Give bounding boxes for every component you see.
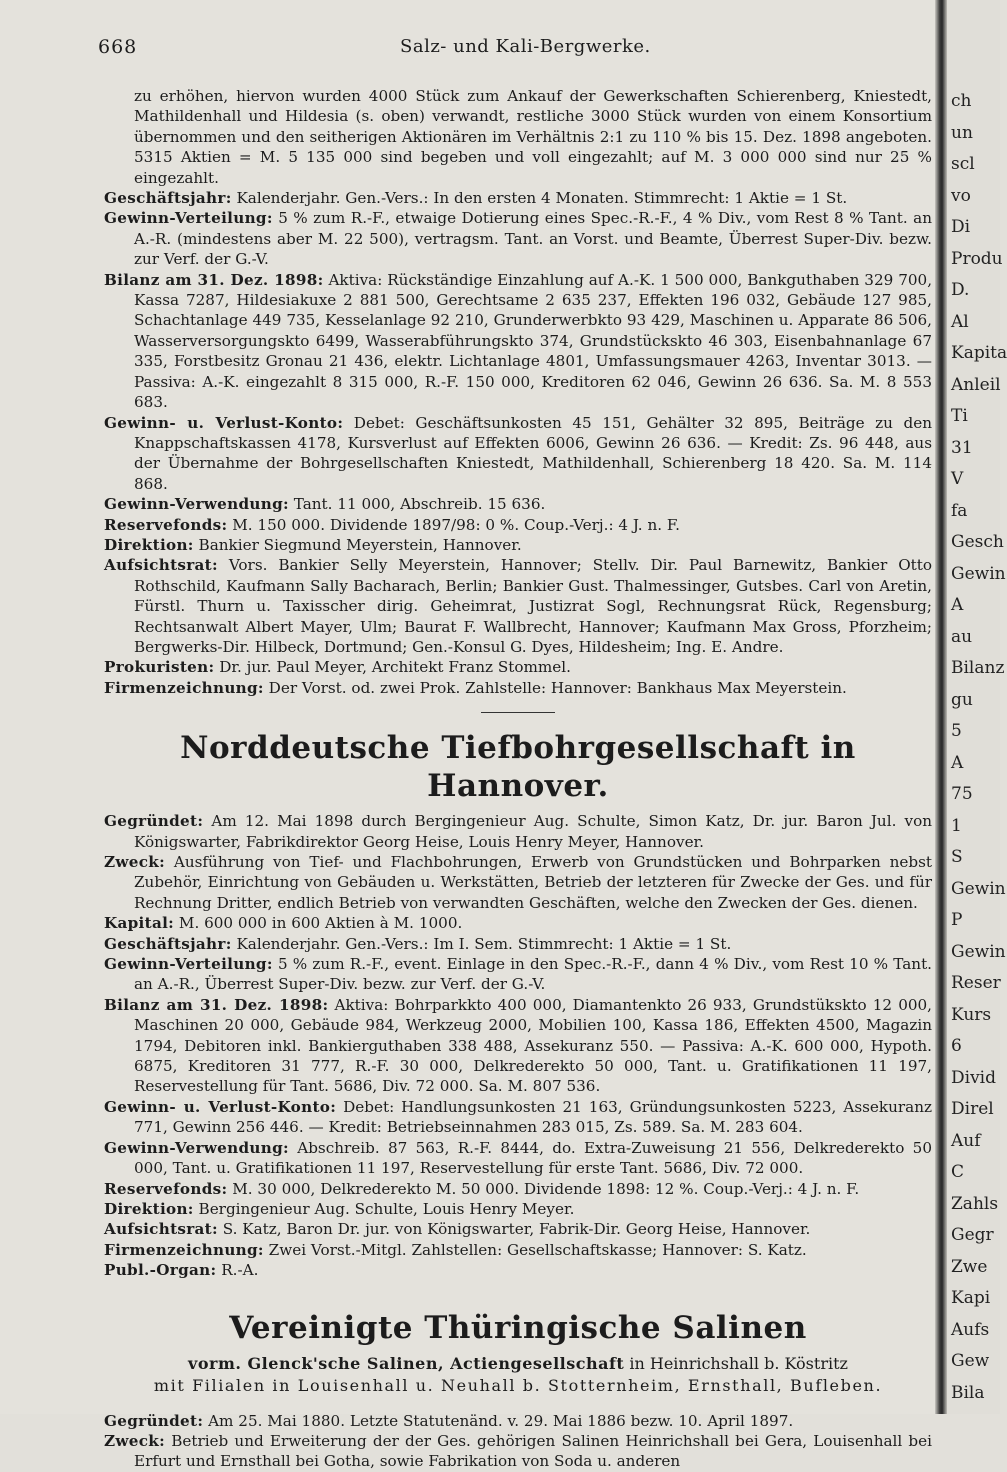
- entry-text: Kalenderjahr. Gen.-Vers.: Im I. Sem. Stimmrecht: 1 Aktie = 1 St.: [236, 934, 732, 953]
- adjacent-page-text: un: [951, 122, 973, 143]
- entry: [104, 852, 932, 913]
- entry: [104, 413, 932, 495]
- company-title-thueringische-salinen: Vereinigte Thüringische Salinen: [229, 1309, 807, 1346]
- adjacent-page-text: gu: [951, 689, 973, 710]
- adjacent-page-text: Produ: [951, 248, 1003, 269]
- adjacent-page-text: Zwe: [951, 1256, 988, 1277]
- entry: [104, 555, 932, 657]
- entry-label: Gewinn-Verwendung:: [104, 495, 289, 514]
- entry-text: 5 % zum R.-F., event. Einlage in den Spec.-R.-F., dann 4 % Div., vom Rest 10 % Tant. an A.-R., Überrest Super-Div. bezw. zur Verf. der G.-V.: [134, 955, 933, 994]
- adjacent-page-text: Di: [951, 217, 971, 237]
- entry-text: Zwei Vorst.-Mitgl. Zahlstellen: Gesellschaftskasse; Hannover: S. Katz.: [268, 1240, 807, 1259]
- entry-label: Gewinn- u. Verlust-Konto:: [104, 413, 344, 432]
- entry-label: Zweck:: [104, 853, 166, 871]
- section-norddeutsche-tiefbohr: [104, 811, 932, 1280]
- entry-text: Tant. 11 000, Abschreib. 15 636.: [293, 495, 546, 514]
- adjacent-page-text: ch: [951, 91, 972, 111]
- adjacent-page-text: Zahls: [951, 1193, 999, 1214]
- section-divider: [481, 712, 555, 713]
- adjacent-page-text: Divid: [951, 1067, 996, 1088]
- company-subtitle: [104, 1353, 932, 1375]
- entry: [104, 270, 932, 413]
- entry: [104, 208, 932, 269]
- entry-label: Bilanz am 31. Dez. 1898:: [104, 270, 324, 289]
- running-title: Salz- und Kali-Bergwerke.: [400, 36, 651, 57]
- entry-text: Debet: Handlungsunkosten 21 163, Gründungsunkosten 5223, Assekuranz 771, Gewinn 256 446. — Kredit: Betriebseinnahmen 283 015, Zs. 589. Sa. M. 283 604.: [134, 1097, 932, 1137]
- entry-label: Direktion:: [104, 535, 194, 554]
- entry-text: Aktiva: Rückständige Einzahlung auf A.-K. 1 500 000, Bankguthaben 329 700, Kassa 7287, Hildesiakuxe 2 881 500, Gerechtsame 2 635 237, Effekten 196 032, Gebäude 127 985, Schachtanlage 449 735, Kesselanlage 92 210, Grunderwerbkto 93 429, Maschinen u. Apparate 86 506, Wasserversorgungskto 6499, Wasserabführungskto 374, Grundstückskto 46 303, Eisenbahnanlage 67 335, Forstbesitz Gronau 21 436, elektr. Lichtanlage 4801, Umfassungsmauer 4263, Inventar 3013. — Passiva: A.-K. eingezahlt 8 315 000, R.-F. 150 000, Kreditoren 62 046, Gewinn 26 636. Sa. M. 8 553 683.: [134, 270, 933, 412]
- adjacent-page-text: Kapita: [951, 343, 1007, 363]
- section-salzwerk-continuation: [104, 86, 932, 698]
- entry-label: Geschäftsjahr:: [104, 189, 232, 208]
- adjacent-page-text: S: [951, 847, 963, 867]
- entry-label: Aufsichtsrat:: [104, 556, 218, 575]
- entry-text: Bankier Siegmund Meyerstein, Hannover.: [198, 535, 522, 554]
- adjacent-page-text: Ti: [951, 406, 968, 426]
- entry-label: Zweck:: [104, 1431, 166, 1450]
- adjacent-page-text: V: [951, 469, 964, 489]
- entry: [104, 657, 932, 677]
- entry: [104, 188, 932, 208]
- entry-label: Firmenzeichnung:: [104, 1240, 264, 1259]
- adjacent-page-text: Gesch: [951, 532, 1004, 552]
- adjacent-page-text: A: [951, 752, 964, 773]
- entry-label: Gewinn-Verwendung:: [104, 1138, 289, 1157]
- entry-text: M. 30 000, Delkrederekto M. 50 000. Dividende 1898: 12 %. Coup.-Verj.: 4 J. n. F.: [232, 1179, 860, 1198]
- entry-label: Gegründet:: [104, 1411, 204, 1430]
- entry-text: Abschreib. 87 563, R.-F. 8444, do. Extra-Zuweisung 21 556, Delkrederekto 50 000, Tant. u. Gratifikationen 11 197, Reservestellung für erste Tant. 5686, Div. 72 000.: [134, 1138, 932, 1178]
- entry: [104, 515, 932, 535]
- entry-label: Reservefonds:: [104, 1179, 228, 1198]
- entry-text: Bergingenieur Aug. Schulte, Louis Henry Meyer.: [198, 1199, 575, 1218]
- entry-label: Gewinn-Verteilung:: [104, 209, 273, 228]
- book-gutter: [935, 0, 947, 1414]
- entry: [104, 1199, 932, 1219]
- entry: [104, 913, 932, 933]
- entry-text: R.-A.: [221, 1261, 259, 1280]
- adjacent-page-text: Bila: [951, 1382, 985, 1403]
- entry-label: Kapital:: [104, 914, 175, 933]
- adjacent-page-text: Gegr: [951, 1225, 994, 1245]
- entry-text: Dr. jur. Paul Meyer, Architekt Franz Stommel.: [219, 658, 571, 677]
- entry-text: Am 12. Mai 1898 durch Bergingenieur Aug. Schulte, Simon Katz, Dr. jur. Baron Jul. von Königswarter, Fabrikdirektor Georg Heise, Louis Henry Meyer, Hannover.: [134, 812, 933, 851]
- page-content: [104, 86, 932, 1472]
- company-title-norddeutsche-tiefbohr: Norddeutsche Tiefbohrgesellschaft in Hannover.: [180, 730, 856, 805]
- adjacent-page-text: 75: [951, 784, 973, 804]
- company-subtitle-branches: mit Filialen in Louisenhall u. Neuhall b. Stotternheim, Ernsthall, Bufleben.: [153, 1375, 883, 1395]
- company-subtitle-location: in Heinrichshall b. Köstritz: [624, 1353, 848, 1373]
- adjacent-page-text: 31: [951, 437, 973, 458]
- entry-label: Direktion:: [104, 1199, 194, 1218]
- adjacent-page-text: Gewin: [951, 563, 1006, 584]
- entry-text: M. 150 000. Dividende 1897/98: 0 %. Coup.-Verj.: 4 J. n. F.: [232, 515, 680, 534]
- company-subtitle-bold: vorm. Glenck'sche Salinen, Actiengesellschaft: [188, 1353, 625, 1373]
- entry: [104, 995, 932, 1097]
- entry-text: Betrieb und Erweiterung der der Ges. gehörigen Salinen Heinrichshall bei Gera, Louisenhall bei Erfurt und Ernsthall bei Gotha, sowie Fabrikation von Soda u. anderen: [134, 1431, 932, 1471]
- page-header: [98, 36, 938, 62]
- entry-text: Der Vorst. od. zwei Prok. Zahlstelle: Hannover: Bankhaus Max Meyerstein.: [268, 678, 847, 697]
- entry: [104, 1240, 932, 1260]
- entry-text: M. 600 000 in 600 Aktien à M. 1000.: [178, 914, 463, 933]
- entry-text: Debet: Geschäftsunkosten 45 151, Gehälter 32 895, Beiträge zu den Knappschaftskassen 4178, Kursverlust auf Effekten 6006, Gewinn 26 636. — Kredit: Zs. 96 448, aus der Übernahme der Bohrgesellschaften Kniestedt, Mathildenhall, Schierenberg 18 420. Sa. M. 114 868.: [134, 413, 932, 493]
- adjacent-page-text: P: [951, 910, 963, 930]
- entry-text: Aktiva: Bohrparkkto 400 000, Diamantenkto 26 933, Grundstükskto 12 000, Maschinen 20 000, Gebäude 984, Werkzeug 2000, Mobilien 100, Kassa 186, Effekten 4500, Magazin 1794, Debitoren inkl. Bankierguthaben 338 488, Assekuranz 550. — Passiva: A.-K. 600 000, Hypoth. 6875, Kreditoren 31 777, R.-F. 30 000, Delkrederekto 50 000, Tant. u. Gratifikationen 11 197, Reservestellung für Tant. 5686, Div. 72 000. Sa. M. 807 536.: [134, 995, 933, 1096]
- adjacent-page-text: 6: [951, 1036, 962, 1056]
- entry: [104, 1219, 932, 1239]
- adjacent-page-text: Kapi: [951, 1288, 991, 1308]
- entry: [104, 1097, 932, 1138]
- adjacent-page-text: Auf: [951, 1130, 981, 1151]
- adjacent-page-text: Direl: [951, 1099, 994, 1119]
- entry-text: zu erhöhen, hiervon wurden 4000 Stück zum Ankauf der Gewerkschaften Schierenberg, Kniestedt, Mathildenhall und Hildesia (s. oben) verwandt, restliche 3000 Stück wurden von einem Konsortium übernommen und den seitherigen Aktionären im Verhältnis 2:1 zu 110 % bis 15. Dez. 1898 angeboten. 5315 Aktien = M. 5 135 000 sind begeben und voll eingezahlt; auf M. 3 000 000 sind nur 25 % eingezahlt.: [134, 87, 932, 187]
- entry-text: Kalenderjahr. Gen.-Vers.: In den ersten 4 Monaten. Stimmrecht: 1 Aktie = 1 St.: [236, 189, 848, 208]
- adjacent-page-text: Kurs: [951, 1004, 992, 1025]
- adjacent-page-text: fa: [951, 500, 968, 521]
- entry-label: Aufsichtsrat:: [104, 1220, 218, 1239]
- entry: [104, 1411, 932, 1431]
- entry: [104, 1260, 932, 1280]
- adjacent-page-text: 1: [951, 815, 962, 836]
- entry: [104, 954, 932, 995]
- entry-label: Bilanz am 31. Dez. 1898:: [104, 995, 329, 1014]
- entry-text: Vors. Bankier Selly Meyerstein, Hannover; Stellv. Dir. Paul Barnewitz, Bankier Otto Rothschild, Kaufmann Sally Bacharach, Berlin; Bankier Gust. Thalmessinger, Gutsbes. Carl von Aretin, Fürstl. Thurn u. Taxisscher dirig. Geheimrat, Justizrat Sogl, Rechnungsrat Rück, Regensburg; Rechtsanwalt Albert Mayer, Ulm; Baurat F. Wallbrecht, Hannover; Kaufmann Max Gross, Pforzheim; Bergwerks-Dir. Hilbeck, Dortmund; Gen.-Konsul G. Dyes, Hildesheim; Ing. E. Andre.: [134, 556, 933, 656]
- adjacent-page-text: Gewin: [951, 941, 1006, 962]
- entry: [104, 1179, 932, 1199]
- adjacent-page-fragment: [947, 0, 1007, 1414]
- adjacent-page-text: Anleil: [951, 374, 1001, 395]
- entry: [104, 494, 932, 514]
- entry: [104, 934, 932, 954]
- section-thueringische-salinen: [104, 1411, 932, 1472]
- entry-label: Gewinn- u. Verlust-Konto:: [104, 1097, 337, 1116]
- entry-text: S. Katz, Baron Dr. jur. von Königswarter, Fabrik-Dir. Georg Heise, Hannover.: [222, 1220, 811, 1239]
- adjacent-page-text: scl: [951, 154, 975, 174]
- adjacent-page-text: C: [951, 1162, 965, 1182]
- entry: [104, 86, 932, 188]
- adjacent-page-text: Aufs: [951, 1319, 990, 1340]
- entry-label: Reservefonds:: [104, 515, 228, 534]
- entry: [104, 535, 932, 555]
- adjacent-page-text: Reser: [951, 973, 1001, 993]
- page-number: 668: [98, 36, 138, 58]
- adjacent-page-text: Bilanz: [951, 658, 1005, 678]
- entry: [104, 1138, 932, 1179]
- entry: [104, 1431, 932, 1472]
- adjacent-page-text: vo: [951, 185, 971, 206]
- adjacent-page-text: A: [951, 595, 964, 615]
- entry-label: Gewinn-Verteilung:: [104, 955, 273, 974]
- entry-text: Am 25. Mai 1880. Letzte Statutenänd. v. 29. Mai 1886 bezw. 10. April 1897.: [208, 1411, 794, 1430]
- entry-text: 5 % zum R.-F., etwaige Dotierung eines Spec.-R.-F., 4 % Div., vom Rest 8 % Tant. an A.-R. (mindestens aber M. 22 500), vertragsm. Tant. an Vorst. und Beamte, Überrest Super-Div. bezw. zur Verf. der G.-V.: [134, 209, 932, 269]
- entry: [104, 811, 932, 852]
- entry-label: Gegründet:: [104, 812, 204, 831]
- adjacent-page-text: au: [951, 626, 973, 647]
- entry-label: Prokuristen:: [104, 658, 215, 677]
- adjacent-page-text: Gewin: [951, 878, 1006, 899]
- entry: [104, 678, 932, 698]
- adjacent-page-text: D.: [951, 280, 970, 300]
- adjacent-page-text: Gew: [951, 1351, 990, 1371]
- adjacent-page-text: 5: [951, 721, 962, 741]
- entry-text: Ausführung von Tief- und Flachbohrungen, Erwerb von Grundstücken und Bohrparken nebst Zubehör, Einrichtung von Gebäuden u. Werkstätten, Betrieb der letzteren für Zwecke der Ges. und für Rechnung Dritter, endlich Betrieb von verwandten Geschäften, welche den Zwecken der Ges. dienen.: [134, 853, 932, 912]
- entry-label: Firmenzeichnung:: [104, 678, 264, 697]
- adjacent-page-text: Al: [951, 311, 969, 332]
- entry-label: Publ.-Organ:: [104, 1261, 217, 1280]
- entry-label: Geschäftsjahr:: [104, 934, 232, 953]
